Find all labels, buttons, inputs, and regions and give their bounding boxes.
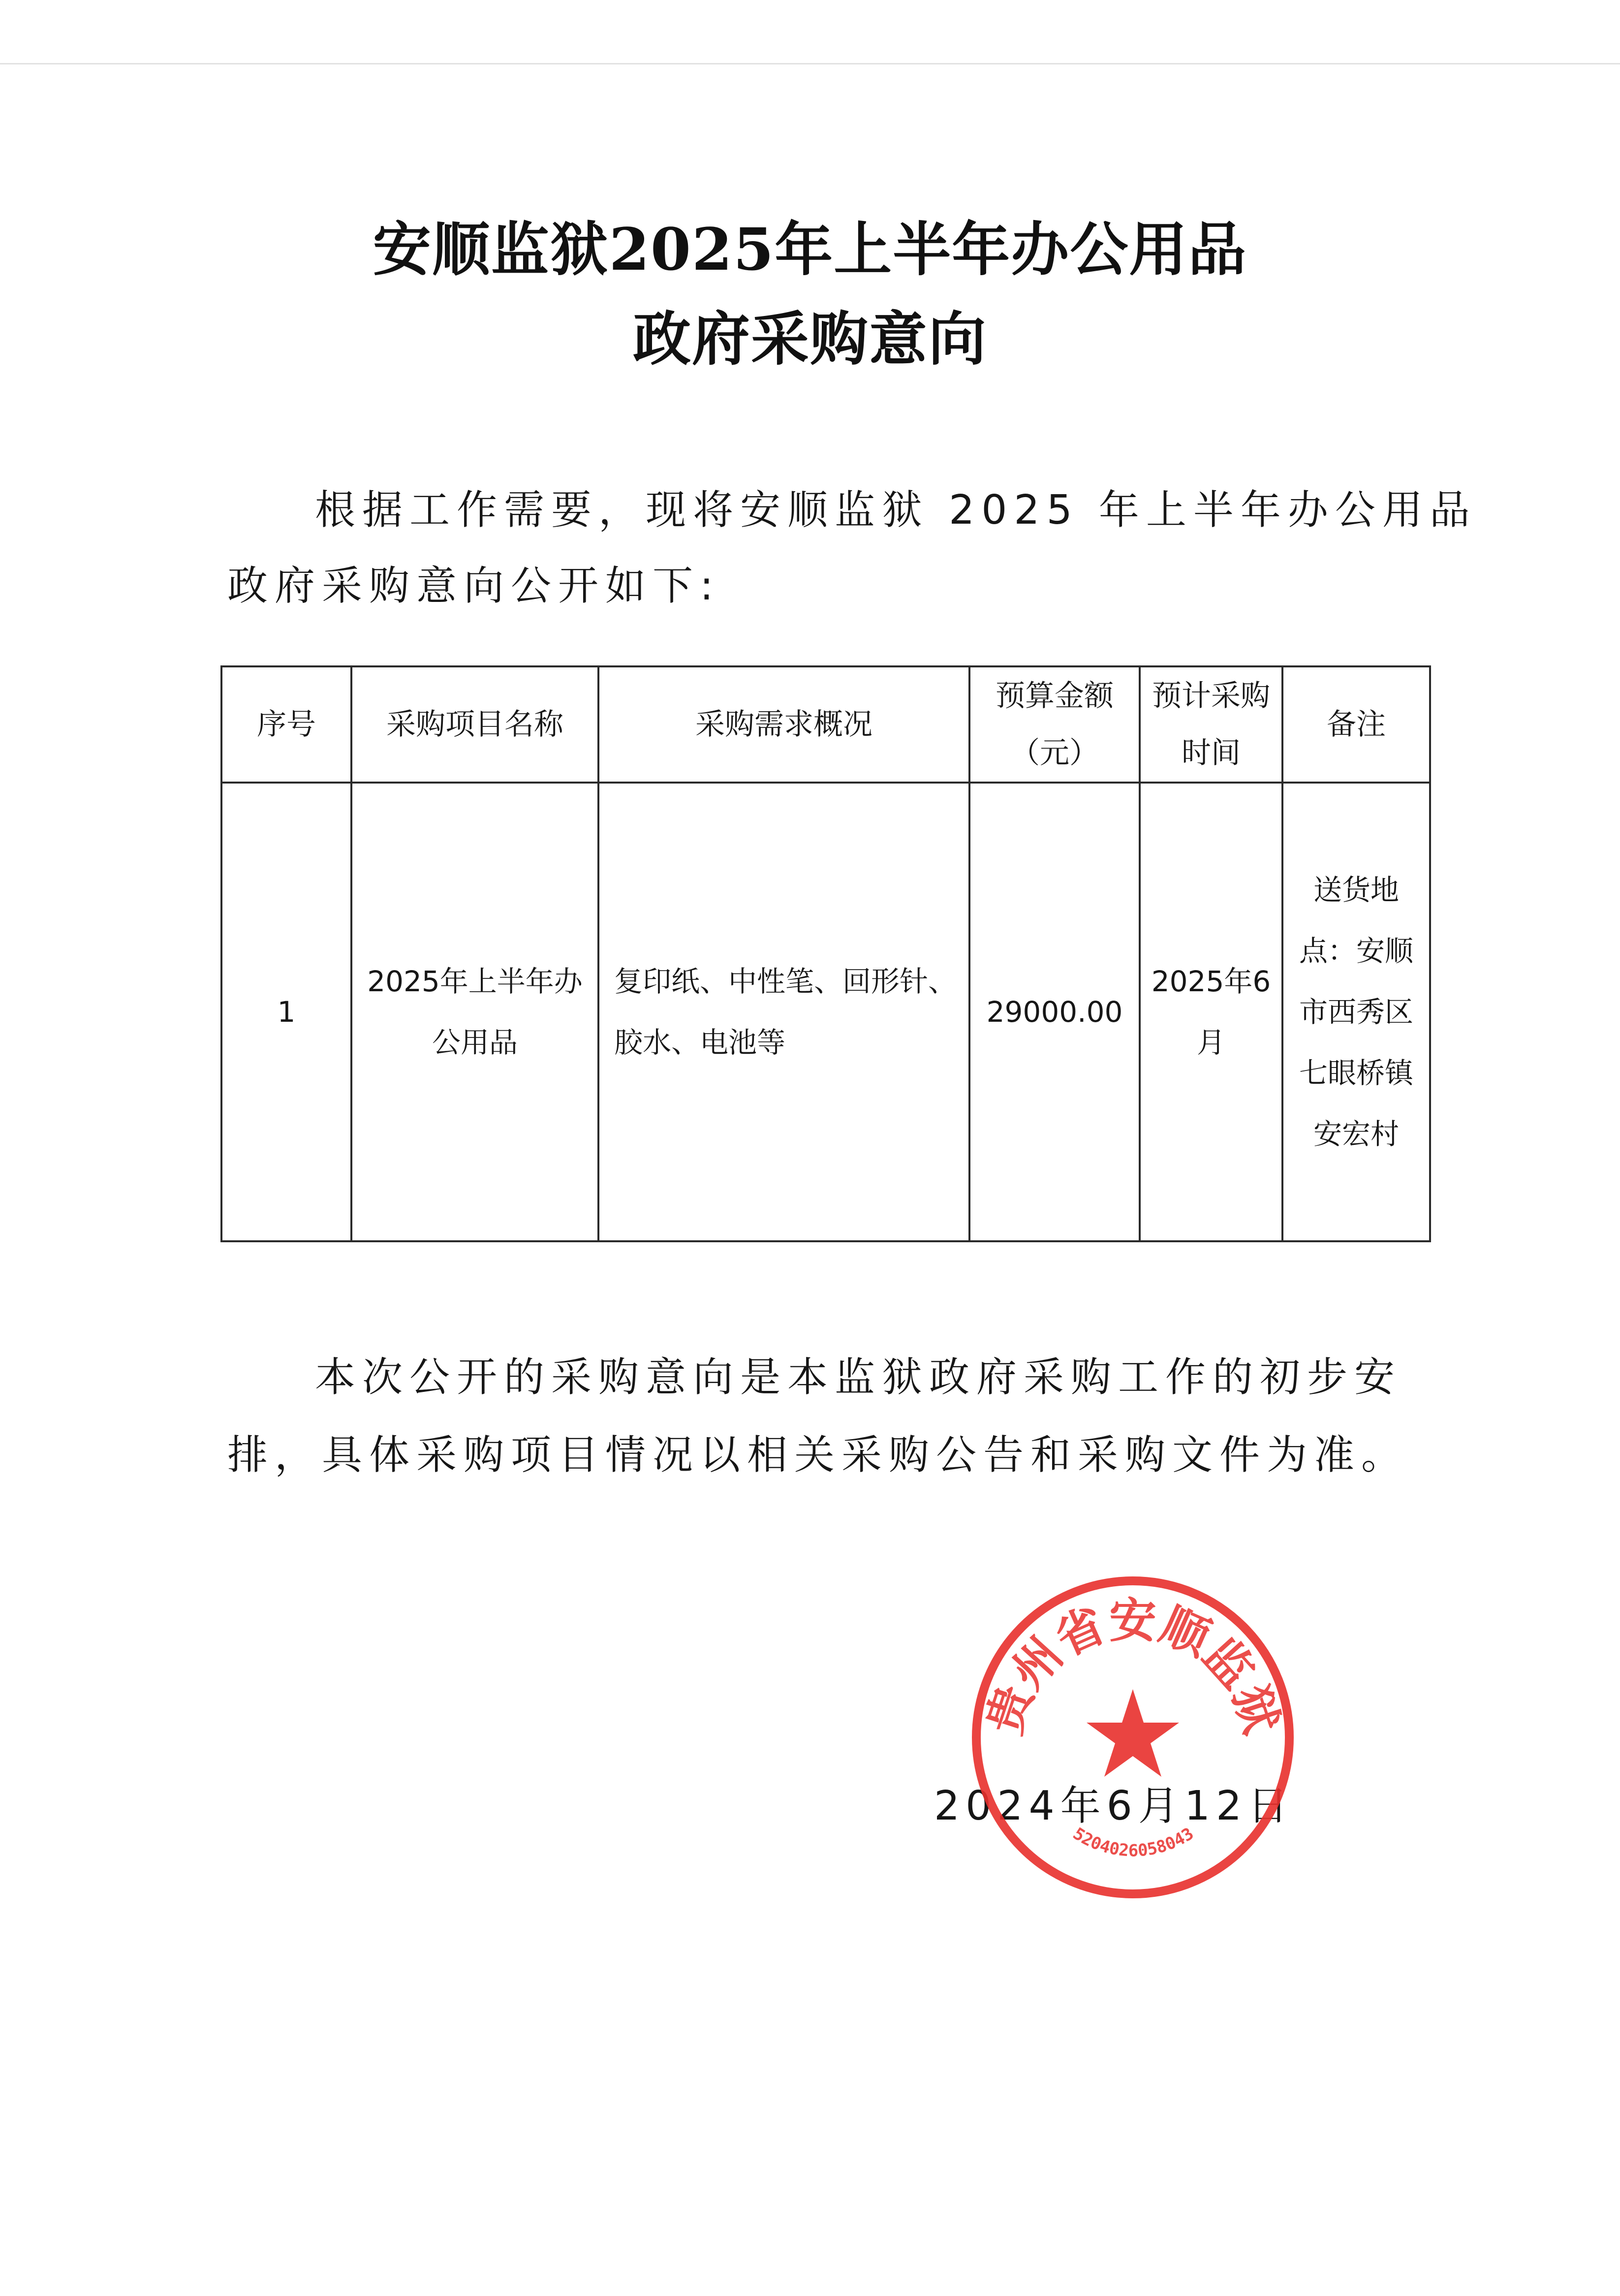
closing-paragraph-line2: 排，具体采购项目情况以相关采购公告和采购文件为准。 [227,1432,1409,1478]
official-seal-stamp [968,1573,1297,1902]
header-requirement-summary: 采购需求概况 [598,666,969,783]
document-title-line2: 政府采购意向 [632,305,987,373]
svg-text:5204026058043 [1069,1824,1197,1861]
header-planned-time: 预计采购时间 [1140,666,1282,783]
document-title-line1: 安顺监狱2025年上半年办公用品 [373,215,1247,283]
header-remark: 备注 [1282,666,1430,783]
signature-date: 2024年6月12日 [934,1783,1294,1829]
cell-remark: 送货地点：安顺市西秀区七眼桥镇安宏村 [1282,783,1430,1241]
seal-code-text: 5204026058043 [1069,1824,1197,1861]
seal-name-text: 贵州省安顺监狱 [976,1592,1290,1741]
header-budget: 预算金额（元） [969,666,1140,783]
header-seq: 序号 [221,666,351,783]
table-header-row [221,666,1430,783]
cell-project-name: 2025年上半年办公用品 [351,783,598,1241]
cell-budget: 29000.00 [969,783,1140,1241]
table-row [221,783,1430,1241]
cell-requirement-summary: 复印纸、中性笔、回形针、胶水、电池等 [598,783,969,1241]
scan-edge-line [0,63,1620,64]
procurement-table [220,665,1431,1242]
intro-paragraph-line2: 政府采购意向公开如下: [227,563,720,609]
intro-paragraph-line1: 根据工作需要，现将安顺监狱 2025 年上半年办公用品 [315,487,1477,534]
cell-seq: 1 [221,783,351,1241]
header-project-name: 采购项目名称 [351,666,598,783]
closing-paragraph-line1: 本次公开的采购意向是本监狱政府采购工作的初步安 [315,1354,1402,1401]
cell-planned-time: 2025年6月 [1140,783,1282,1241]
seal-star-icon [1087,1689,1179,1777]
